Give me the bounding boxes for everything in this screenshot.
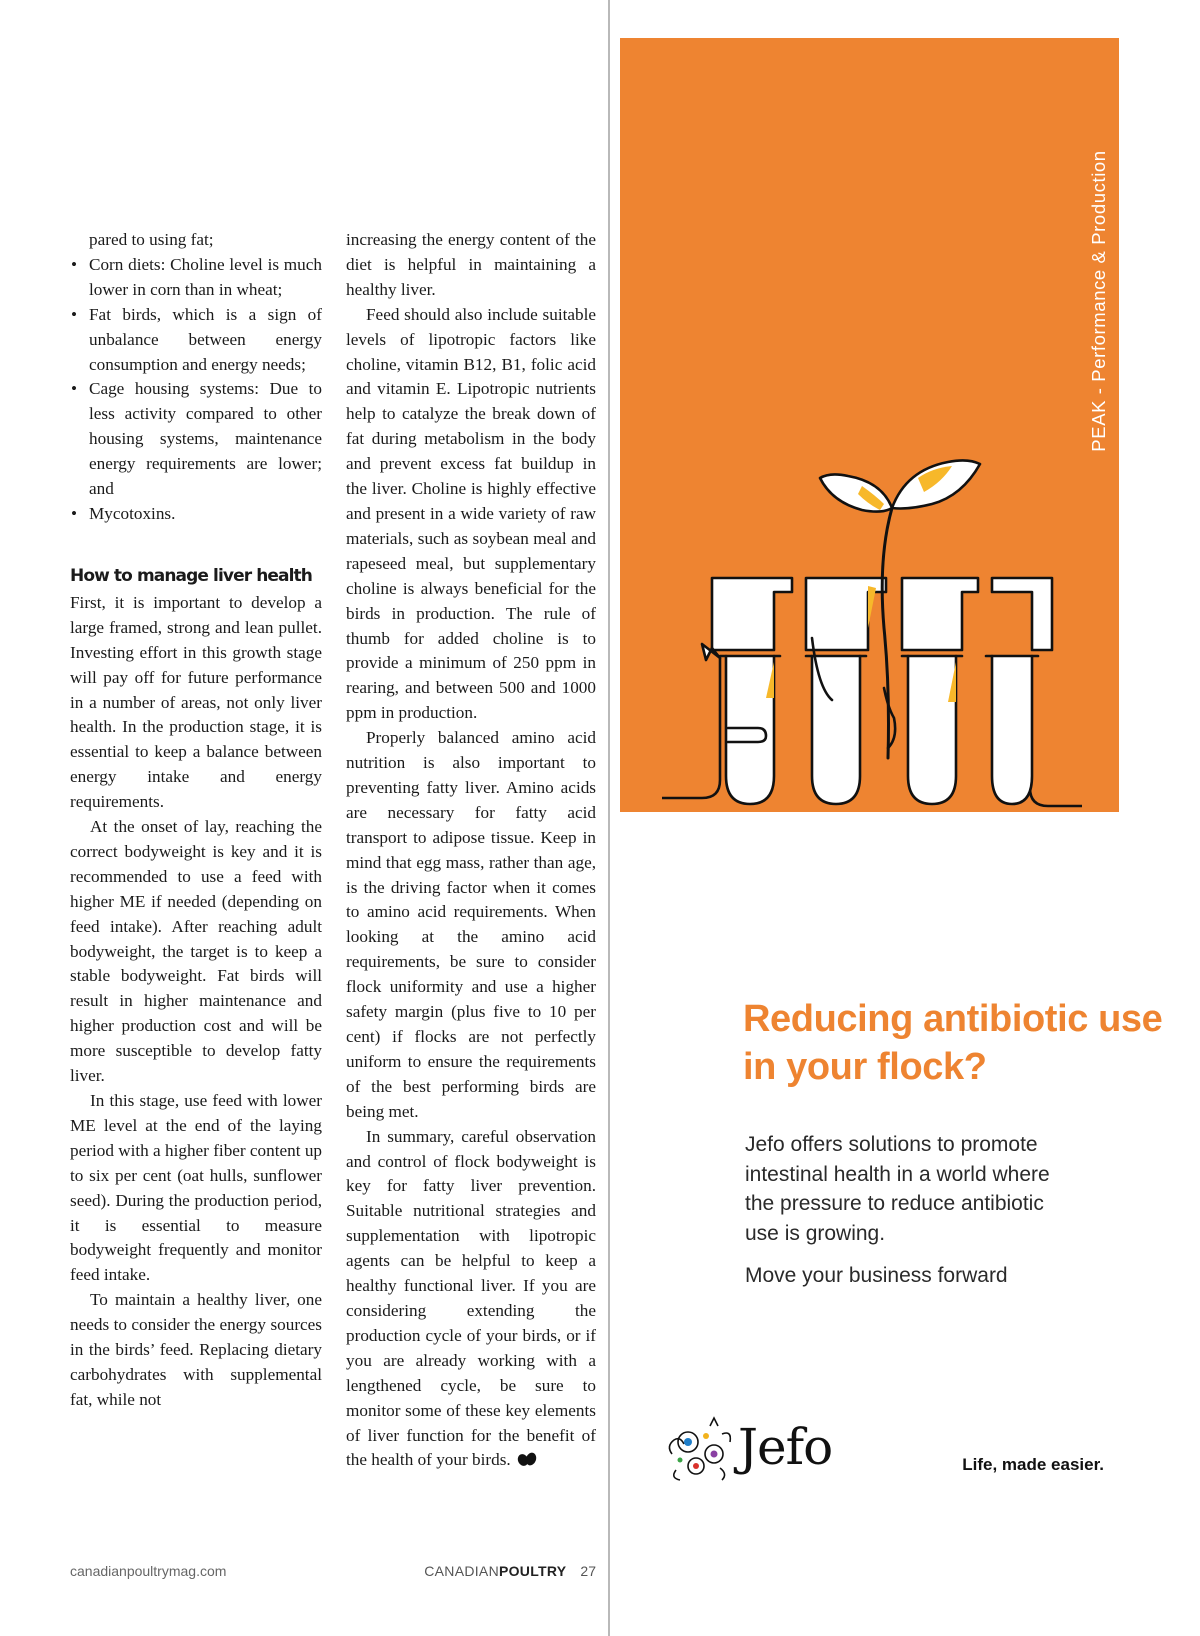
article-column-1: [70, 228, 322, 1413]
risk-factor-list: [70, 228, 322, 527]
footer-publication: [400, 1563, 596, 1579]
paragraph: Feed should also include suitable levels of lipotropic factors like choline, vitamin B12, B1, folic acid and vitamin E. Lipotropic nutrients help to catalyze the break down of fat during metabolism in the body and prevent excess fat buildup in the liver. Choline is highly effective and present in a wide variety of raw materials, such as soybean meal and rapeseed meal, but supplementary choline is always beneficial for the birds in production. The rule of thumb for added choline is to provide a minimum of 250 ppm in rearing, and between 500 and 1000 ppm in production.: [346, 304, 596, 723]
jefo-advertisement: [610, 0, 1200, 1636]
page-number: 27: [580, 1563, 596, 1579]
list-item: • Mycotoxins.: [70, 502, 322, 527]
paragraph: In this stage, use feed with lower ME level at the end of the laying period with a higher fiber content up to six per cent (oat hulls, sunflower seed). During the production period, it is essential to measure bodyweight frequently and monitor feed intake.: [70, 1091, 323, 1285]
ad-body-text: Jefo offers solutions to promote intestinal health in a world where the pressure to reduce antibiotic use is growing.: [745, 1133, 1050, 1245]
footer-website: canadianpoultrymag.com: [70, 1563, 227, 1579]
publication-name-part2: POULTRY: [498, 1563, 567, 1579]
ad-orange-panel: [620, 38, 1119, 812]
paragraph-last: [346, 1125, 596, 1474]
section-heading: How to manage liver health: [70, 565, 312, 586]
ad-headline: Reducing antibiotic use in your flock?: [743, 998, 1163, 1088]
jefo-logo-icon: [662, 1416, 738, 1486]
jefo-brand-name: Jefo: [738, 1418, 833, 1476]
paragraph-text: In summary, careful observation and control of flock bodyweight is key for fatty liver prevention. Suitable nutritional strategies and supplementation with lipotropic agents can be helpful to keep a healthy functional liver. If you are considering extending the production cycle of your birds, or if you are already working with a lengthened cycle, be sure to monitor some of these key elements of liver function for the benefit of the health of your birds.: [346, 1126, 596, 1470]
list-item: • Fat birds, which is a sign of unbalance between energy consumption and energy needs;: [70, 303, 322, 378]
ad-call-to-action: Move your business forward: [745, 1264, 1008, 1287]
end-mark-icon: [517, 1451, 537, 1467]
list-item: • Cage housing systems: Due to less activity compared to other housing systems, maintenance energy requirements are lower; and: [70, 377, 322, 502]
paragraph: Properly balanced amino acid nutrition is also important to preventing fatty liver. Amino acids are necessary for fatty acid transport to adipose tissue. Keep in mind that egg mass, rather than age, is the driving factor when it comes to amino acid requirements. When looking at the amino acid requirements, be sure to consider flock uniformity and use a higher safety margin (plus five to 10 per cent) if flocks are not perfectly uniform to ensure the requirements of the best performing birds are being met.: [346, 728, 596, 1121]
article-column-2: [346, 228, 596, 1473]
paragraph: First, it is important to develop a large framed, strong and lean pullet. Investing effort in this growth stage will pay off for future performance in a number of areas, not only liver health. In the production stage, it is essential to keep a balance between energy intake and energy requirements.: [70, 592, 322, 812]
publication-name-part1: CANADIAN: [424, 1563, 499, 1579]
paragraph: increasing the energy content of the diet is helpful in maintaining a healthy liver.: [346, 230, 596, 299]
list-item: pared to using fat;: [89, 230, 214, 249]
ad-tagline: Life, made easier.: [962, 1455, 1104, 1474]
ad-side-text-label: PEAK - Performance & Production: [1088, 150, 1109, 452]
paragraph: At the onset of lay, reaching the correct bodyweight is key and it is recommended to use a feed with higher ME if needed (depending on feed intake). After reaching adult bodyweight, the target is to keep a stable bodyweight. Fat birds will result in higher maintenance and higher production cost and will be more susceptible to develop fatty liver.: [70, 817, 322, 1086]
ad-side-text: [1082, 120, 1116, 482]
plant-tubes-illustration: [662, 438, 1082, 818]
paragraph: To maintain a healthy liver, one needs to consider the energy sources in the birds’ feed. Replacing dietary carbohydrates with supplemental fat, while not: [70, 1290, 322, 1409]
list-item: • Corn diets: Choline level is much lower in corn than in wheat;: [70, 253, 322, 303]
